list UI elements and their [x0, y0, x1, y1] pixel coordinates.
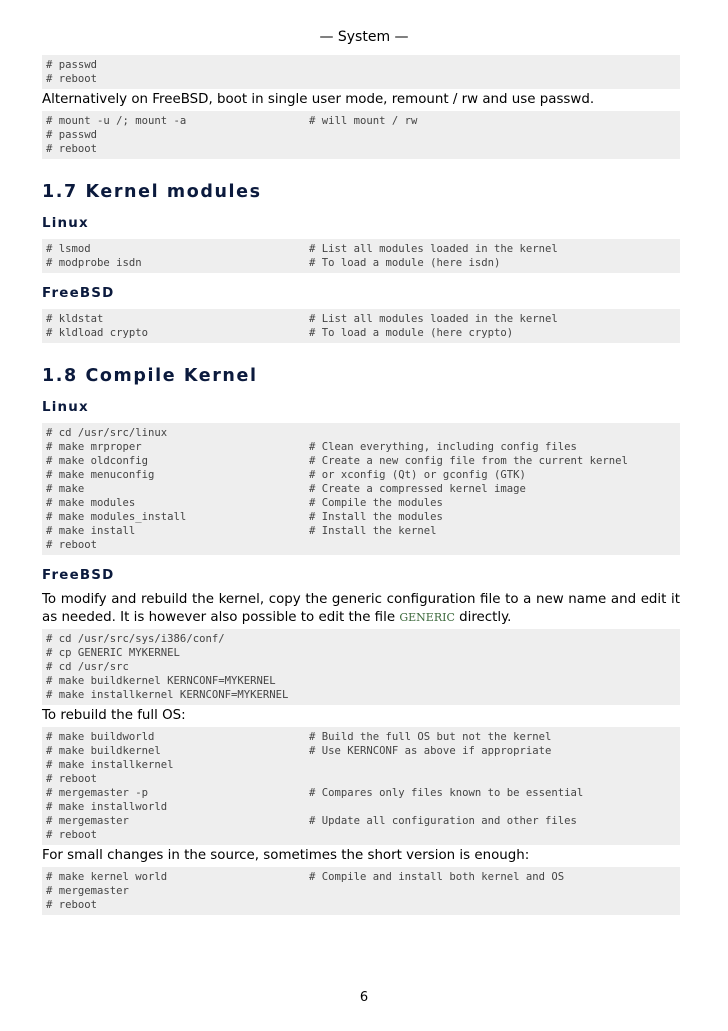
- code-comment: [309, 426, 680, 440]
- code-line: [46, 538, 680, 552]
- subsection-heading: FreeBSD: [42, 286, 115, 301]
- code-comment: # Update all configuration and other files: [309, 815, 577, 827]
- code-line: [46, 646, 680, 660]
- code-line: [46, 256, 680, 270]
- code-command: # make installworld: [46, 801, 168, 813]
- code-block: [42, 629, 680, 705]
- code-comment: [309, 632, 680, 646]
- code-comment: # Create a new config file from the current kernel: [309, 455, 628, 467]
- code-comment: [309, 772, 680, 786]
- code-command: # cd /usr/src/linux: [46, 427, 168, 439]
- code-comment: [309, 660, 680, 674]
- code-command: # make kernel world: [46, 871, 168, 883]
- code-line: [46, 828, 680, 842]
- subsection-heading: Linux: [42, 216, 89, 231]
- paragraph: Alternatively on FreeBSD, boot in single user mode, remount / rw and use passwd.: [42, 92, 595, 107]
- code-line: [46, 786, 680, 800]
- code-comment: # Compile and install both kernel and OS: [309, 871, 565, 883]
- section-heading: 1.8 Compile Kernel: [42, 366, 258, 386]
- page-header: — System —: [319, 29, 409, 45]
- code-line: [46, 688, 680, 702]
- code-command: # cd /usr/src: [46, 661, 129, 673]
- code-comment: [309, 884, 680, 898]
- code-comment: # will mount / rw: [309, 115, 418, 127]
- code-command: # passwd: [46, 129, 98, 141]
- code-command: # reboot: [46, 899, 98, 911]
- section-heading: 1.7 Kernel modules: [42, 182, 262, 202]
- code-command: # mergemaster: [46, 815, 129, 827]
- code-command: # make: [46, 483, 85, 495]
- code-comment: [309, 758, 680, 772]
- code-comment: [309, 646, 680, 660]
- code-command: # make buildworld: [46, 731, 155, 743]
- inline-code: GENERIC: [399, 611, 455, 624]
- code-command: # make menuconfig: [46, 469, 155, 481]
- code-comment: # Install the modules: [309, 511, 443, 523]
- code-line: [46, 772, 680, 786]
- code-line: [46, 426, 680, 440]
- paragraph: For small changes in the source, sometimes the short version is enough:: [42, 848, 530, 863]
- code-command: # lsmod: [46, 243, 91, 255]
- subsection-heading: FreeBSD: [42, 568, 115, 583]
- code-command: # passwd: [46, 59, 98, 71]
- code-command: # make installkernel: [46, 759, 174, 771]
- code-command: # mergemaster: [46, 885, 129, 897]
- code-comment: # Compile the modules: [309, 497, 443, 509]
- paragraph: To rebuild the full OS:: [42, 708, 186, 723]
- code-line: [46, 128, 680, 142]
- code-line: [46, 142, 680, 156]
- code-command: # mergemaster -p: [46, 787, 149, 799]
- code-line: [46, 114, 680, 128]
- code-block: [42, 423, 680, 555]
- code-command: # reboot: [46, 143, 98, 155]
- code-line: [46, 242, 680, 256]
- code-command: # make modules: [46, 497, 136, 509]
- code-comment: [309, 688, 680, 702]
- code-line: [46, 482, 680, 496]
- code-line: [46, 632, 680, 646]
- code-line: [46, 58, 680, 72]
- paragraph: [42, 591, 680, 627]
- code-line: [46, 454, 680, 468]
- code-comment: # Use KERNCONF as above if appropriate: [309, 745, 552, 757]
- code-line: [46, 524, 680, 538]
- code-comment: # List all modules loaded in the kernel: [309, 313, 558, 325]
- code-comment: # To load a module (here isdn): [309, 257, 501, 269]
- code-comment: # Install the kernel: [309, 525, 437, 537]
- code-comment: # Compares only files known to be essential: [309, 787, 584, 799]
- code-command: # make installkernel KERNCONF=MYKERNEL: [46, 689, 289, 701]
- page-content: [42, 55, 680, 915]
- code-comment: # List all modules loaded in the kernel: [309, 243, 558, 255]
- code-line: [46, 72, 680, 86]
- code-line: [46, 674, 680, 688]
- code-block: [42, 111, 680, 159]
- code-command: # mount -u /; mount -a: [46, 115, 187, 127]
- page-number: 6: [359, 990, 369, 1005]
- code-command: # make modules_install: [46, 511, 187, 523]
- code-block: [42, 239, 680, 273]
- code-block: [42, 727, 680, 845]
- code-line: [46, 468, 680, 482]
- code-line: [46, 744, 680, 758]
- code-command: # cd /usr/src/sys/i386/conf/: [46, 633, 225, 645]
- code-line: [46, 496, 680, 510]
- paragraph-text: To modify and rebuild the kernel, copy the generic configuration file to a new name and edit it as needed. It is however also possible to edit the file: [42, 592, 680, 625]
- code-command: # make buildkernel KERNCONF=MYKERNEL: [46, 675, 276, 687]
- code-block: [42, 55, 680, 89]
- code-comment: # To load a module (here crypto): [309, 327, 514, 339]
- code-command: # kldstat: [46, 313, 104, 325]
- code-comment: # or xconfig (Qt) or gconfig (GTK): [309, 469, 526, 481]
- code-line: [46, 814, 680, 828]
- code-line: [46, 326, 680, 340]
- code-command: # make install: [46, 525, 136, 537]
- code-line: [46, 898, 680, 912]
- code-command: # reboot: [46, 829, 98, 841]
- code-command: # reboot: [46, 539, 98, 551]
- code-line: [46, 730, 680, 744]
- code-command: # kldload crypto: [46, 327, 149, 339]
- code-line: [46, 758, 680, 772]
- paragraph-text: directly.: [454, 610, 512, 625]
- code-line: [46, 884, 680, 898]
- code-comment: [309, 674, 680, 688]
- code-comment: # Build the full OS but not the kernel: [309, 731, 552, 743]
- code-line: [46, 870, 680, 884]
- code-line: [46, 440, 680, 454]
- code-line: [46, 800, 680, 814]
- code-line: [46, 510, 680, 524]
- code-comment: [309, 898, 680, 912]
- code-command: # modprobe isdn: [46, 257, 142, 269]
- code-block: [42, 867, 680, 915]
- subsection-heading: Linux: [42, 400, 89, 415]
- code-command: # make mrproper: [46, 441, 142, 453]
- code-comment: [309, 828, 680, 842]
- code-block: [42, 309, 680, 343]
- code-comment: # Clean everything, including config files: [309, 441, 577, 453]
- code-line: [46, 660, 680, 674]
- code-comment: # Create a compressed kernel image: [309, 483, 526, 495]
- code-command: # reboot: [46, 73, 98, 85]
- code-comment: [309, 800, 680, 814]
- code-comment: [309, 128, 680, 142]
- code-comment: [309, 58, 680, 72]
- code-comment: [309, 538, 680, 552]
- code-command: # make buildkernel: [46, 745, 161, 757]
- code-comment: [309, 72, 680, 86]
- code-command: # make oldconfig: [46, 455, 149, 467]
- code-command: # cp GENERIC MYKERNEL: [46, 647, 180, 659]
- code-command: # reboot: [46, 773, 98, 785]
- code-comment: [309, 142, 680, 156]
- code-line: [46, 312, 680, 326]
